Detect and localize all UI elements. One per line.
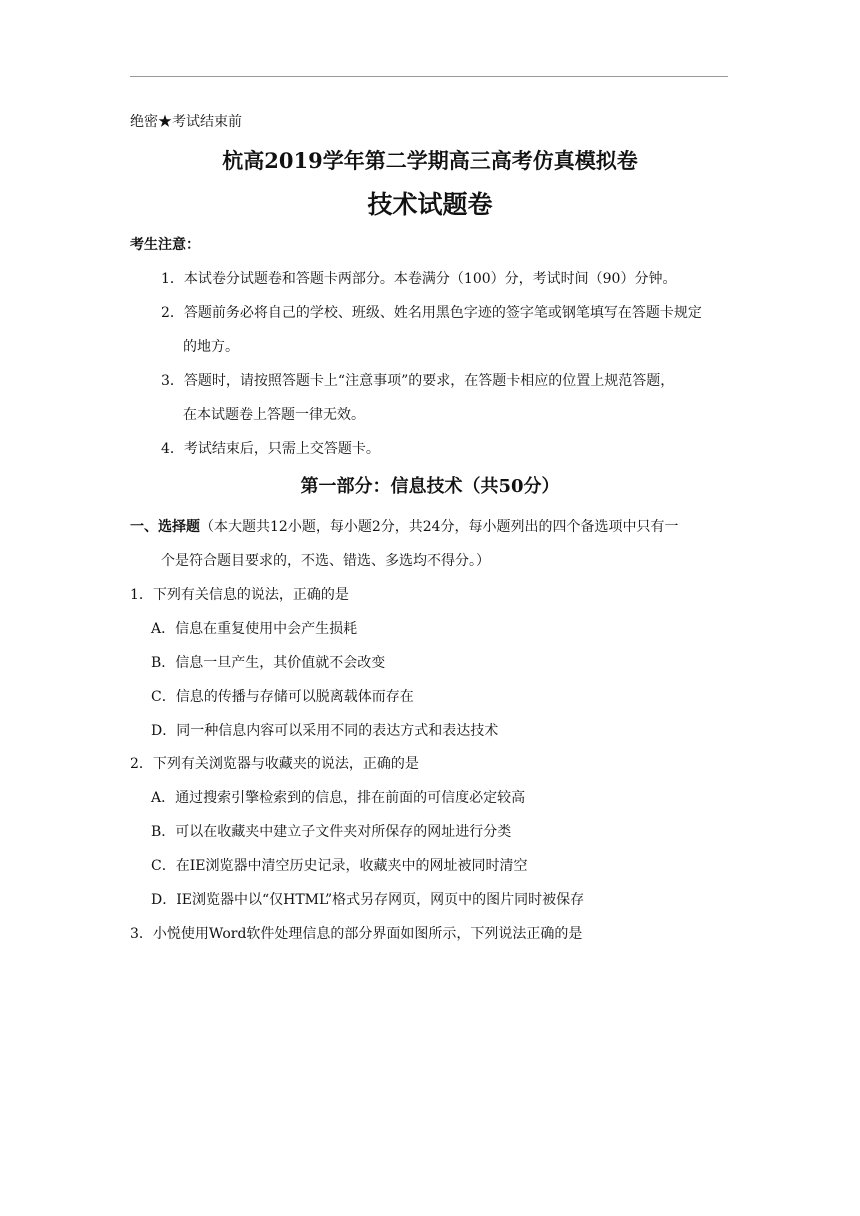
question-3-stem: 3．小悦使用Word软件处理信息的部分界面如图所示，下列说法正确的是 [130, 926, 583, 942]
notice-item-4: 4．考试结束后，只需上交答题卡。 [161, 441, 380, 457]
section1-label: 一、选择题 [130, 519, 200, 535]
notice-heading: 考生注意： [130, 237, 200, 253]
question-1-option-d: D．同一种信息内容可以采用不同的表达方式和表达技术 [151, 723, 499, 739]
exam-subtitle: 技术试题卷 [367, 190, 493, 219]
section1-desc: （本大题共12小题，每小题2分，共24分，每小题列出的四个备选项中只有一 [200, 519, 679, 535]
question-1-stem: 1．下列有关信息的说法，正确的是 [130, 587, 349, 603]
section1-heading [130, 518, 679, 536]
notice-item-3-cont: 在本试题卷上答题一律无效。 [183, 407, 365, 423]
question-2-option-d: D．IE浏览器中以“仅HTML”格式另存网页，网页中的图片同时被保存 [151, 892, 585, 908]
exam-title: 杭高2019学年第二学期高三高考仿真模拟卷 [222, 148, 638, 173]
question-1-option-c: C．信息的传播与存储可以脱离载体而存在 [151, 689, 414, 705]
question-1-option-b: B．信息一旦产生，其价值就不会改变 [151, 655, 386, 671]
question-2-option-a: A．通过搜索引擎检索到的信息，排在前面的可信度必定较高 [151, 790, 526, 806]
question-1-option-a: A．信息在重复使用中会产生损耗 [151, 621, 358, 637]
part1-heading: 第一部分：信息技术（共50分） [300, 476, 560, 497]
question-2-stem: 2．下列有关浏览器与收藏夹的说法，正确的是 [130, 756, 419, 772]
section1-desc-cont: 个是符合题目要求的，不选、错选、多选均不得分。） [161, 553, 490, 569]
notice-item-3: 3．答题时，请按照答题卡上“注意事项”的要求，在答题卡相应的位置上规范答题， [161, 373, 675, 389]
header-rule [130, 76, 728, 77]
question-2-option-b: B．可以在收藏夹中建立子文件夹对所保存的网址进行分类 [151, 824, 512, 840]
notice-item-1: 1．本试卷分试题卷和答题卡两部分。本卷满分（100）分，考试时间（90）分钟。 [161, 271, 677, 287]
question-2-option-c: C．在IE浏览器中清空历史记录，收藏夹中的网址被同时清空 [151, 858, 528, 874]
notice-item-2: 2．答题前务必将自己的学校、班级、姓名用黑色字迹的签字笔或钢笔填写在答题卡规定 [161, 305, 702, 321]
confidential-mark: 绝密★考试结束前 [130, 114, 242, 130]
notice-item-2-cont: 的地方。 [183, 339, 239, 355]
